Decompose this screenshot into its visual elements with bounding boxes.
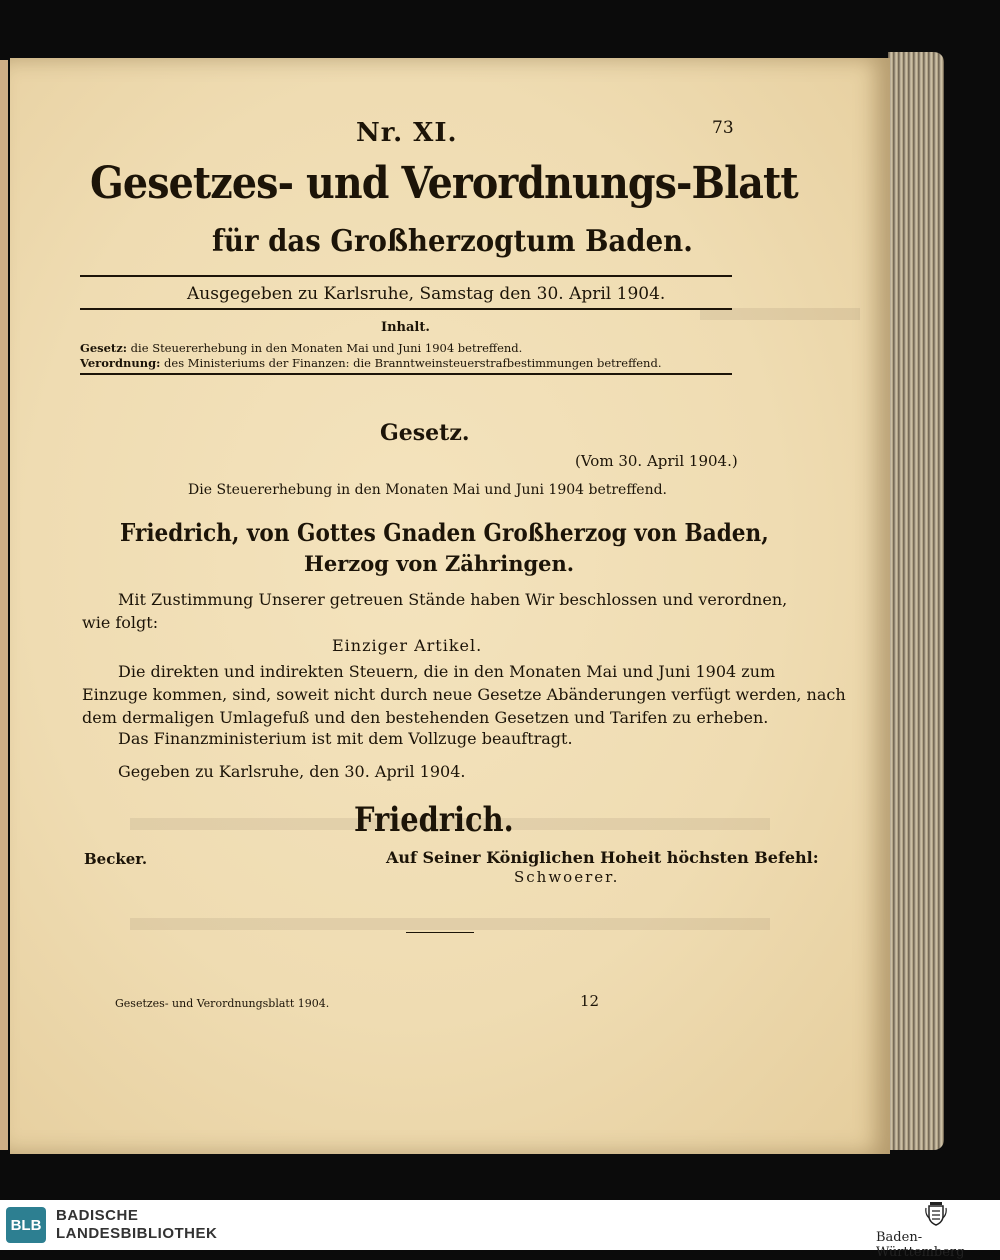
- contents-item-text: die Steuererhebung in den Monaten Mai und Juni 1904 betreffend.: [127, 341, 523, 355]
- rule-top: [80, 275, 732, 277]
- bleed-through-mark: [130, 918, 770, 930]
- countersign-right: Auf Seiner Königlichen Hoheit höchsten Befehl:: [386, 848, 819, 867]
- contents-heading: Inhalt.: [381, 320, 430, 335]
- rule-bottom: [80, 373, 732, 375]
- sheet-number: 12: [580, 992, 600, 1010]
- previous-page-edge: [0, 60, 8, 1150]
- contents-item: [80, 356, 661, 370]
- contents-item-text: des Ministeriums der Finanzen: die Branntweinsteuerstrafbestimmungen betreffend.: [160, 356, 662, 370]
- contents-item-label: Verordnung:: [80, 356, 161, 370]
- article-line: Einzuge kommen, sind, soweit nicht durch neue Gesetze Abänderungen verfügt werden, nach: [82, 685, 846, 704]
- preamble-line: wie folgt:: [82, 613, 159, 632]
- coat-of-arms-icon: [925, 1202, 947, 1226]
- law-heading: Gesetz.: [380, 420, 470, 446]
- rule-middle: [80, 308, 732, 310]
- countersign-name: Schwoerer.: [514, 868, 620, 886]
- end-rule: [406, 932, 474, 933]
- state-name: Baden-Württemberg: [876, 1230, 965, 1260]
- given-at-line: Gegeben zu Karlsruhe, den 30. April 1904.: [118, 762, 466, 781]
- page-footer-title: Gesetzes- und Verordnungsblatt 1904.: [115, 997, 330, 1010]
- article-line: Das Finanzministerium ist mit dem Vollzuge beauftragt.: [118, 729, 573, 748]
- law-date: (Vom 30. April 1904.): [575, 452, 738, 470]
- sovereign-title: Friedrich, von Gottes Gnaden Großherzog von Baden,: [120, 518, 769, 547]
- issue-date-line: Ausgegeben zu Karlsruhe, Samstag den 30. April 1904.: [187, 284, 666, 304]
- law-subject: Die Steuererhebung in den Monaten Mai und Juni 1904 betreffend.: [188, 482, 668, 498]
- issue-number: Nr. XI.: [356, 118, 458, 148]
- preamble-line: Mit Zustimmung Unserer getreuen Stände haben Wir beschlossen und verordnen,: [118, 590, 788, 609]
- contents-item: [80, 341, 522, 355]
- page-number: 73: [712, 118, 734, 138]
- gazette-subtitle: für das Großherzogtum Baden.: [212, 224, 693, 259]
- countersign-left: Becker.: [84, 850, 148, 868]
- blb-logo[interactable]: BLB: [6, 1207, 46, 1243]
- library-name-line2: LANDESBIBLIOTHEK: [56, 1225, 218, 1242]
- book-page-edges: [888, 52, 944, 1150]
- library-name-line1: BADISCHE: [56, 1207, 139, 1224]
- article-line: dem dermaligen Umlagefuß und den bestehenden Gesetzen und Tarifen zu erheben.: [82, 708, 769, 727]
- article-heading: Einziger Artikel.: [332, 636, 483, 655]
- gazette-title: Gesetzes- und Verordnungs-Blatt: [90, 158, 798, 209]
- sovereign-subtitle: Herzog von Zähringen.: [304, 551, 575, 576]
- signature: Friedrich.: [354, 800, 514, 840]
- contents-item-label: Gesetz:: [80, 341, 128, 355]
- article-line: Die direkten und indirekten Steuern, die in den Monaten Mai und Juni 1904 zum: [118, 662, 776, 681]
- library-footer-bar: [0, 1200, 1000, 1260]
